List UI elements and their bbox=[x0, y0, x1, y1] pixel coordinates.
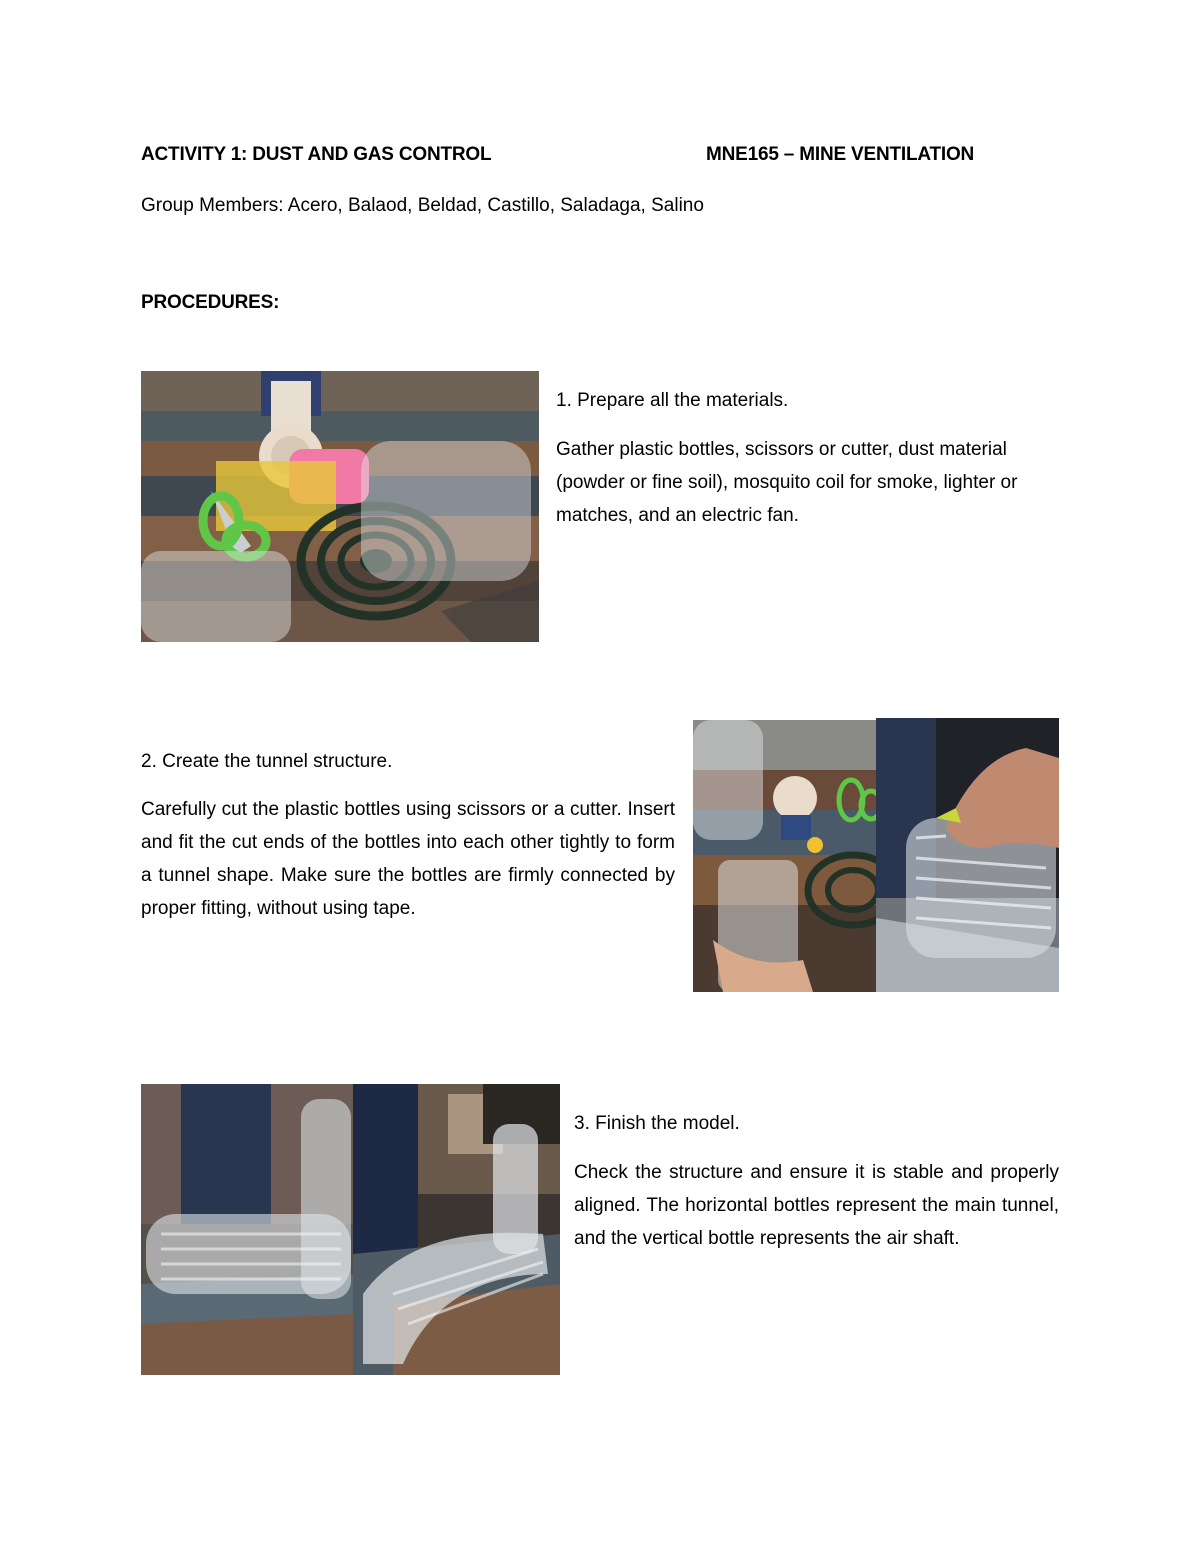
step-1-body: Gather plastic bottles, scissors or cutter, dust material (powder or fine soil), mosquito coil for smoke, lighter or matches, and an electric fan. bbox=[556, 439, 1018, 526]
course-title: MNE165 – MINE VENTILATION bbox=[706, 144, 975, 165]
model-top-photo bbox=[353, 1084, 560, 1375]
step-1-title: 1. Prepare all the materials. bbox=[556, 390, 789, 411]
step-3-title: 3. Finish the model. bbox=[574, 1113, 740, 1134]
step-3-body: Check the structure and ensure it is stable and properly aligned. The horizontal bottles represent the main tunnel, and the vertical bottle represents the air shaft. bbox=[574, 1162, 1059, 1249]
tunnel-fitting-photo bbox=[876, 718, 1059, 992]
procedures-heading: PROCEDURES: bbox=[141, 292, 280, 313]
group-members: Group Members: Acero, Balaod, Beldad, Castillo, Saladaga, Salino bbox=[141, 195, 704, 216]
step-2-title: 2. Create the tunnel structure. bbox=[141, 751, 393, 772]
model-side-photo bbox=[141, 1084, 353, 1375]
tunnel-cutting-photo bbox=[693, 720, 876, 992]
activity-title: ACTIVITY 1: DUST AND GAS CONTROL bbox=[141, 144, 492, 165]
step-2-body: Carefully cut the plastic bottles using scissors or a cutter. Insert and fit the cut ends of the bottles into each other tightly to form a tunnel shape. Make sure the bottles are firmly connected by proper fitting, without using tape. bbox=[141, 799, 675, 919]
materials-photo bbox=[141, 371, 539, 642]
